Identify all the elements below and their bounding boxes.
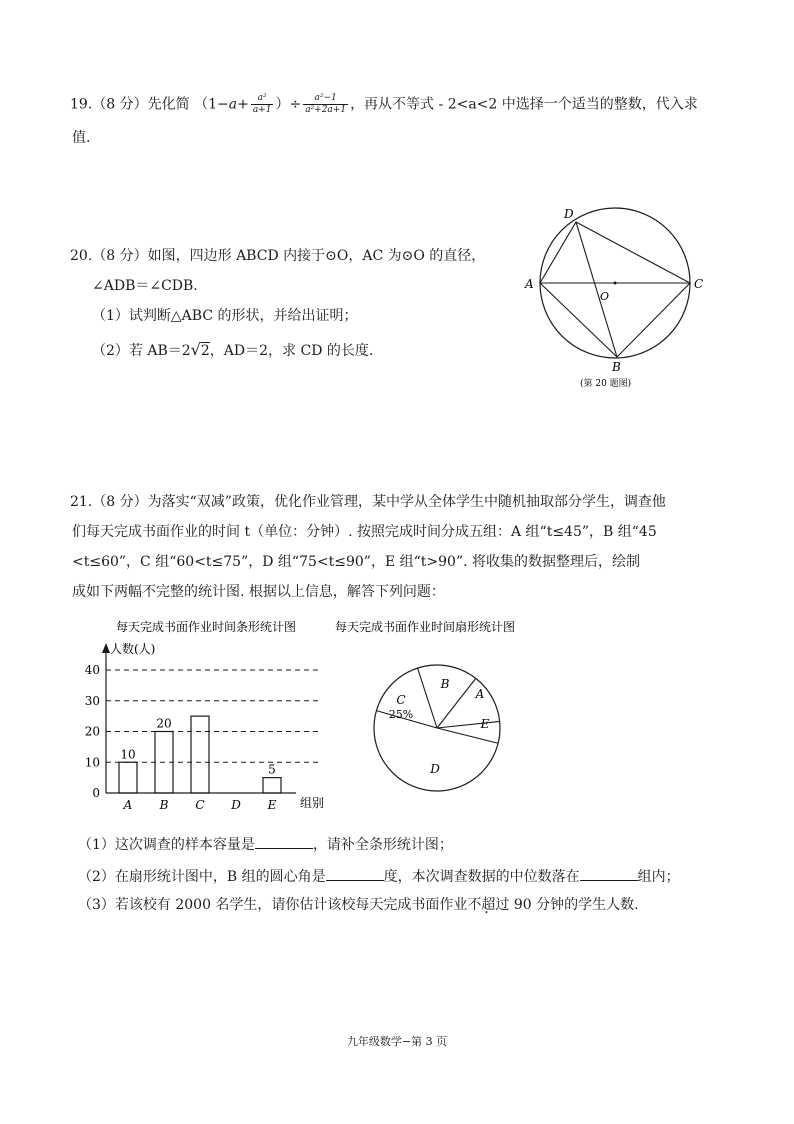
pie-slice-label-B: B bbox=[440, 677, 450, 691]
y-tick-0: 0 bbox=[92, 786, 100, 800]
q19-line1 bbox=[70, 93, 698, 116]
center-point bbox=[614, 282, 617, 285]
q20-sub1: （1）试判断△ABC 的形状，并给出证明； bbox=[92, 308, 358, 324]
q19-lead: 先化简 bbox=[147, 96, 190, 113]
q19-fraction-1: $\frac{\text{a²}}{a+1}$ bbox=[252, 93, 272, 115]
q20-number: 20. bbox=[70, 248, 93, 264]
emphasis-not-exceed: 不超过 bbox=[467, 897, 510, 913]
x-tick-E: E bbox=[267, 798, 277, 812]
pie-boundary-2 bbox=[437, 721, 500, 728]
q19-tail: ，再从不等式 - 2<a<2 中选择一个适当的整数，代入求 bbox=[350, 96, 698, 113]
answer-blank-1[interactable] bbox=[255, 834, 313, 849]
x-tick-D: D bbox=[231, 798, 241, 812]
q20-sub2: （2）若 AB＝2√2，AD＝2，求 CD 的长度. bbox=[92, 340, 374, 359]
x-tick-C: C bbox=[195, 798, 205, 812]
y-tick-20: 20 bbox=[84, 724, 100, 739]
pie-slice-label-C: C bbox=[396, 693, 406, 707]
label-a: A bbox=[525, 277, 534, 291]
bar-E bbox=[263, 778, 281, 793]
q20-sqrt-radicand: 2 bbox=[200, 343, 210, 359]
q21-line1: 21.（8 分）为落实“双减”政策，优化作业管理，某中学从全体学生中随机抽取部分学生，调查他 bbox=[70, 494, 666, 510]
bar-A bbox=[119, 762, 137, 793]
q19-number: 19. bbox=[70, 96, 93, 113]
pie-boundary-0 bbox=[418, 668, 437, 728]
q19-close: ）÷ bbox=[275, 96, 302, 113]
bar-label-B: 20 bbox=[156, 716, 172, 731]
bar-chart-ylabel: 人数(人) bbox=[110, 642, 156, 656]
q21-sub2: （2）在扇形统计图中，B 组的圆心角是 度，本次调查数据的中位数落在 组内； bbox=[78, 866, 680, 887]
q19-plus: + bbox=[237, 96, 249, 113]
bar-C bbox=[191, 716, 209, 793]
y-tick-30: 30 bbox=[84, 693, 100, 708]
x-tick-B: B bbox=[159, 798, 169, 812]
pie-slice-label-E: E bbox=[480, 717, 490, 731]
label-b: B bbox=[612, 360, 621, 374]
q20-text: 如图，四边形 ABCD 内接于⊙O，AC 为⊙O 的直径， bbox=[147, 248, 486, 264]
y-tick-10: 10 bbox=[84, 755, 100, 770]
pie-slice-percent-C: 25% bbox=[388, 708, 414, 721]
q19-fraction-2: $\frac{\text{a²−1}}{\text{a²+2a+1}}$ bbox=[305, 93, 347, 115]
q21-sub1: （1）这次调查的样本容量是 ，请补全条形统计图； bbox=[78, 834, 453, 855]
pie-slice-label-D: D bbox=[430, 762, 440, 776]
y-tick-40: 40 bbox=[84, 663, 100, 677]
q21-score: （8 分） bbox=[92, 494, 148, 510]
q20-line1 bbox=[70, 246, 485, 266]
q20-line2: ∠ADB＝∠CDB. bbox=[92, 278, 198, 294]
q19-score: （8 分） bbox=[92, 96, 148, 113]
page-footer: 九年级数学−第 3 页 bbox=[346, 1035, 448, 1048]
bar-chart-title: 每天完成书面作业时间条形统计图 bbox=[116, 620, 297, 634]
q21-number: 21. bbox=[70, 494, 93, 510]
q19-open: （1− bbox=[194, 96, 229, 113]
q19-var-a: a bbox=[228, 96, 238, 113]
q20-circle-figure bbox=[520, 205, 710, 390]
pie-slice-label-A: A bbox=[475, 687, 485, 701]
q20-score: （8 分） bbox=[92, 248, 148, 264]
y-axis-arrow bbox=[102, 643, 110, 653]
label-d: D bbox=[564, 207, 574, 221]
bar-label-E: 5 bbox=[268, 762, 276, 777]
bar-chart-xlabel: 组别 bbox=[300, 796, 325, 810]
q21-line4: 成如下两幅不完整的统计图. 根据以上信息，解答下列问题： bbox=[72, 584, 445, 600]
x-tick-A: A bbox=[123, 798, 133, 812]
q21-line2: 们每天完成书面作业的时间 t（单位：分钟）. 按照完成时间分成五组：A 组“t≤45”，B 组“45 bbox=[72, 524, 657, 540]
bar-chart bbox=[60, 615, 360, 815]
figure-caption: (第 20 题图) bbox=[580, 379, 632, 389]
q21-line3: <t≤60”，C 组“60<t≤75”，D 组“75<t≤90”，E 组“t>90”. 将收集的数据整理后，绘制 bbox=[72, 554, 641, 570]
q19-line2: 值. bbox=[72, 130, 91, 146]
label-o: O bbox=[600, 290, 610, 303]
bar-label-A: 10 bbox=[120, 747, 136, 762]
answer-blank-2[interactable] bbox=[326, 866, 384, 881]
label-c: C bbox=[694, 277, 704, 291]
answer-blank-3[interactable] bbox=[580, 866, 638, 881]
q21-sub3: （3）若该校有 2000 名学生，请你估计该校每天完成书面作业不超过 90 分钟的学生人数. bbox=[78, 897, 639, 913]
pie-chart-title: 每天完成书面作业时间扇形统计图 bbox=[335, 620, 516, 634]
pie-chart bbox=[325, 615, 565, 815]
